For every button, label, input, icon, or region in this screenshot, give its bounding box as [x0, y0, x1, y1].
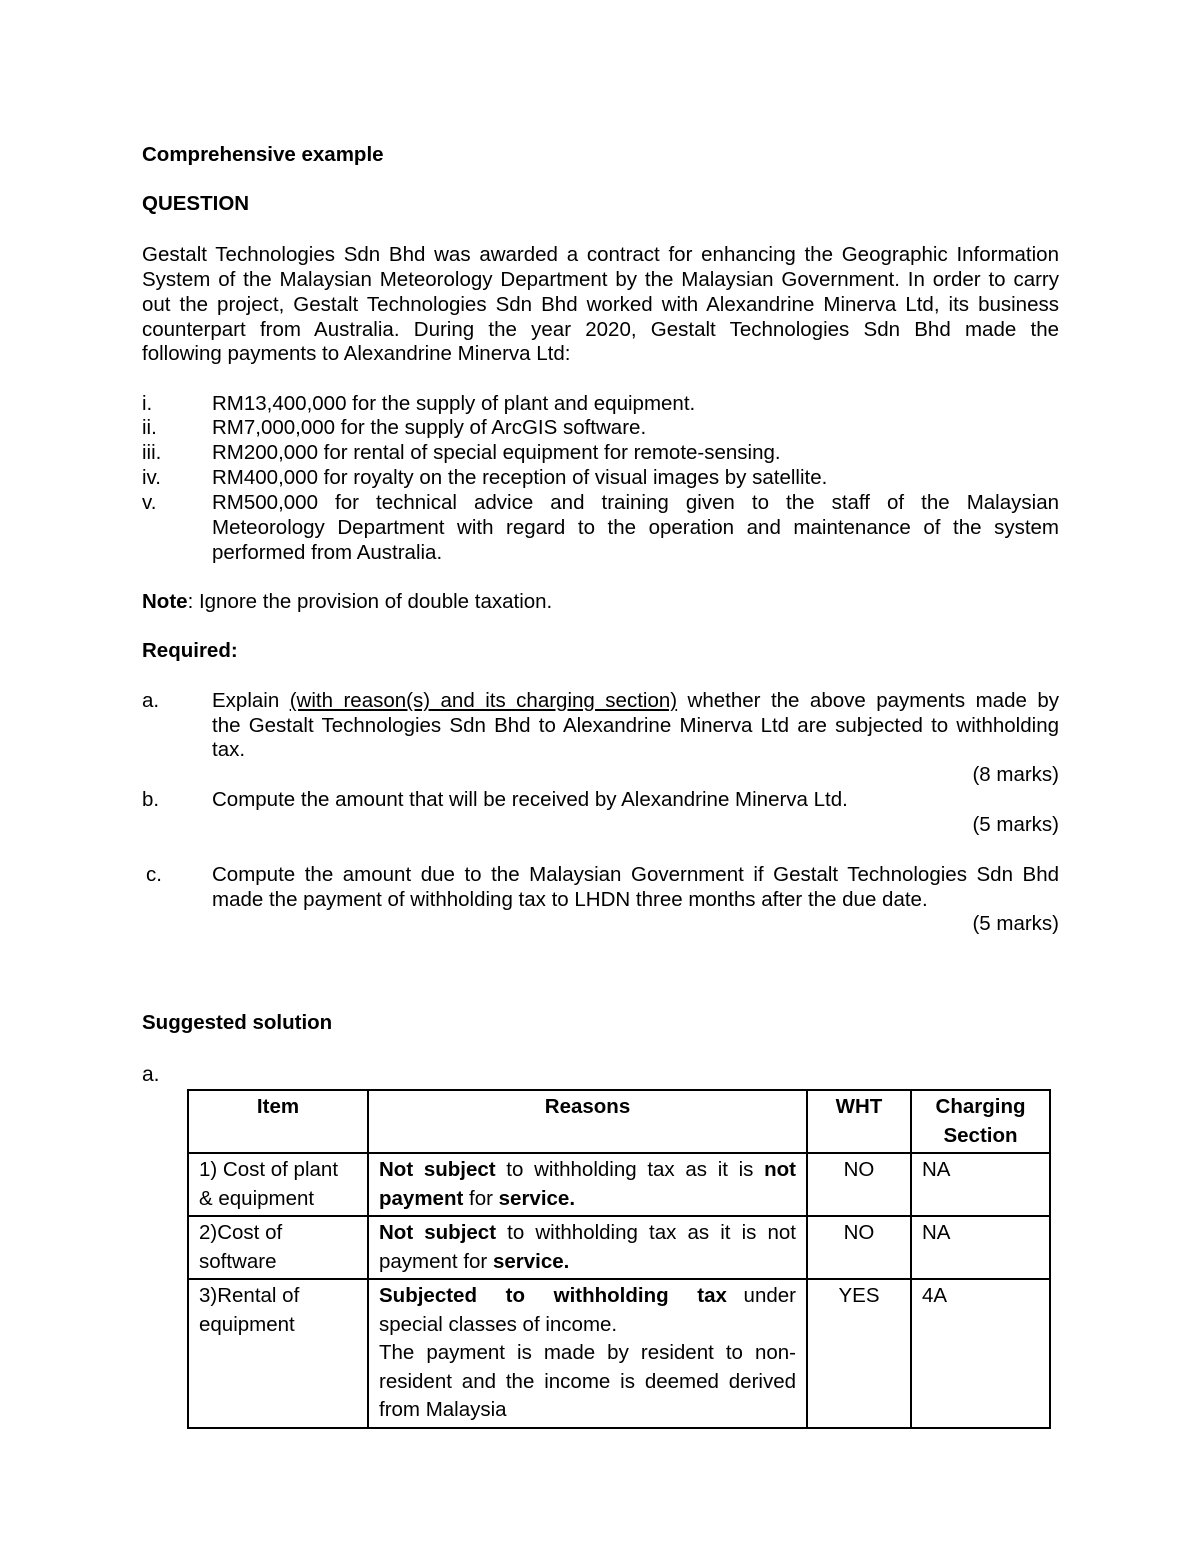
reason-text: under special classes of income. [379, 1284, 796, 1336]
reason-bold: service. [492, 1249, 570, 1273]
payment-number: i. [142, 392, 153, 415]
payment-number: iv. [142, 466, 161, 489]
cell-reasons [368, 1216, 807, 1279]
reason-bold: service. [498, 1186, 576, 1210]
solution-part-label: a. [142, 1063, 160, 1086]
payment-text: RM13,400,000 for the supply of plant and equipment. [212, 392, 696, 415]
cell-reasons [368, 1153, 807, 1216]
header-reasons: Reasons [368, 1090, 807, 1153]
question-b-text: Compute the amount that will be received by Alexandrine Minerva Ltd. [212, 788, 848, 811]
payment-number: ii. [142, 416, 157, 439]
question-b-number: b. [142, 788, 160, 811]
payment-text: RM200,000 for rental of special equipment for remote-sensing. [212, 441, 781, 464]
intro-line-4: counterpart from Australia. During the year 2020, Gestalt Technologies Sdn Bhd made the [142, 318, 1059, 341]
payment-text: performed from Australia. [212, 541, 443, 564]
document-title: Comprehensive example [142, 143, 384, 166]
question-a-number: a. [142, 689, 160, 712]
question-c-line-2: made the payment of withholding tax to LHDN three months after the due date. [212, 888, 928, 911]
question-c-line-1: Compute the amount due to the Malaysian Government if Gestalt Technologies Sdn Bhd [212, 863, 1059, 886]
header-wht: WHT [807, 1090, 911, 1153]
intro-line-1: Gestalt Technologies Sdn Bhd was awarded a contract for enhancing the Geographic Information [142, 243, 1059, 266]
note-text: : Ignore the provision of double taxation. [187, 590, 553, 613]
payment-text: Meteorology Department with regard to the operation and maintenance of the system [212, 516, 1059, 539]
question-label: QUESTION [142, 192, 250, 215]
cell-charging-section: NA [911, 1153, 1050, 1216]
cell-wht: NO [807, 1216, 911, 1279]
payment-number: iii. [142, 441, 162, 464]
reason-text: to withholding tax as it is [495, 1158, 765, 1181]
reason-paragraph: The payment is made by resident to non-resident and the income is deemed derived from Malaysia [379, 1341, 796, 1421]
payment-number: v. [142, 491, 157, 514]
question-b-marks: (5 marks) [972, 813, 1059, 836]
question-a-line-2: the Gestalt Technologies Sdn Bhd to Alexandrine Minerva Ltd are subjected to withholding [212, 714, 1059, 737]
reason-paragraph [379, 1282, 796, 1339]
question-a-line-1 [212, 688, 1059, 713]
solution-table [187, 1089, 1051, 1429]
question-c-marks: (5 marks) [972, 912, 1059, 935]
question-c-number: c. [146, 863, 162, 886]
intro-line-5: following payments to Alexandrine Minerva Ltd: [142, 342, 571, 365]
cell-charging-section: NA [911, 1216, 1050, 1279]
required-label: Required: [142, 639, 238, 662]
reason-text: to withholding tax as it is not payment for [379, 1221, 796, 1273]
header-item: Item [188, 1090, 368, 1153]
note [142, 589, 552, 614]
intro-line-2: System of the Malaysian Meteorology Department by the Malaysian Government. In order to carry [142, 268, 1059, 291]
intro-line-3: out the project, Gestalt Technologies Sdn Bhd worked with Alexandrine Minerva Ltd, its business [142, 293, 1059, 316]
cell-item: 2)Cost of software [188, 1216, 368, 1279]
note-label: Note [142, 590, 188, 613]
cell-item: 3)Rental of equipment [188, 1279, 368, 1428]
solution-heading: Suggested solution [142, 1011, 333, 1034]
cell-reasons [368, 1279, 807, 1428]
header-charging-section: Charging Section [911, 1090, 1050, 1153]
question-a-marks: (8 marks) [972, 763, 1059, 786]
table-row [188, 1216, 1050, 1279]
cell-charging-section: 4A [911, 1279, 1050, 1428]
cell-wht: NO [807, 1153, 911, 1216]
question-a-pre: Explain [212, 689, 290, 712]
cell-wht: YES [807, 1279, 911, 1428]
payment-text: RM500,000 for technical advice and training given to the staff of the Malaysian [212, 491, 1059, 514]
table-header-row [188, 1090, 1050, 1153]
table-row [188, 1279, 1050, 1428]
reason-bold: Subjected to withholding tax [379, 1284, 727, 1307]
reason-bold: Not subject [379, 1158, 496, 1181]
reason-bold: Not subject [379, 1221, 497, 1244]
reason-bold: not payment [379, 1158, 796, 1210]
question-a-line-3: tax. [212, 738, 246, 761]
question-a-post: whether the above payments made by [677, 689, 1060, 712]
table-row [188, 1153, 1050, 1216]
reason-text: for [463, 1186, 499, 1210]
cell-item: 1) Cost of plant & equipment [188, 1153, 368, 1216]
question-a-underlined: (with reason(s) and its charging section) [289, 689, 678, 712]
payment-text: RM7,000,000 for the supply of ArcGIS software. [212, 416, 647, 439]
payment-text: RM400,000 for royalty on the reception of visual images by satellite. [212, 466, 828, 489]
